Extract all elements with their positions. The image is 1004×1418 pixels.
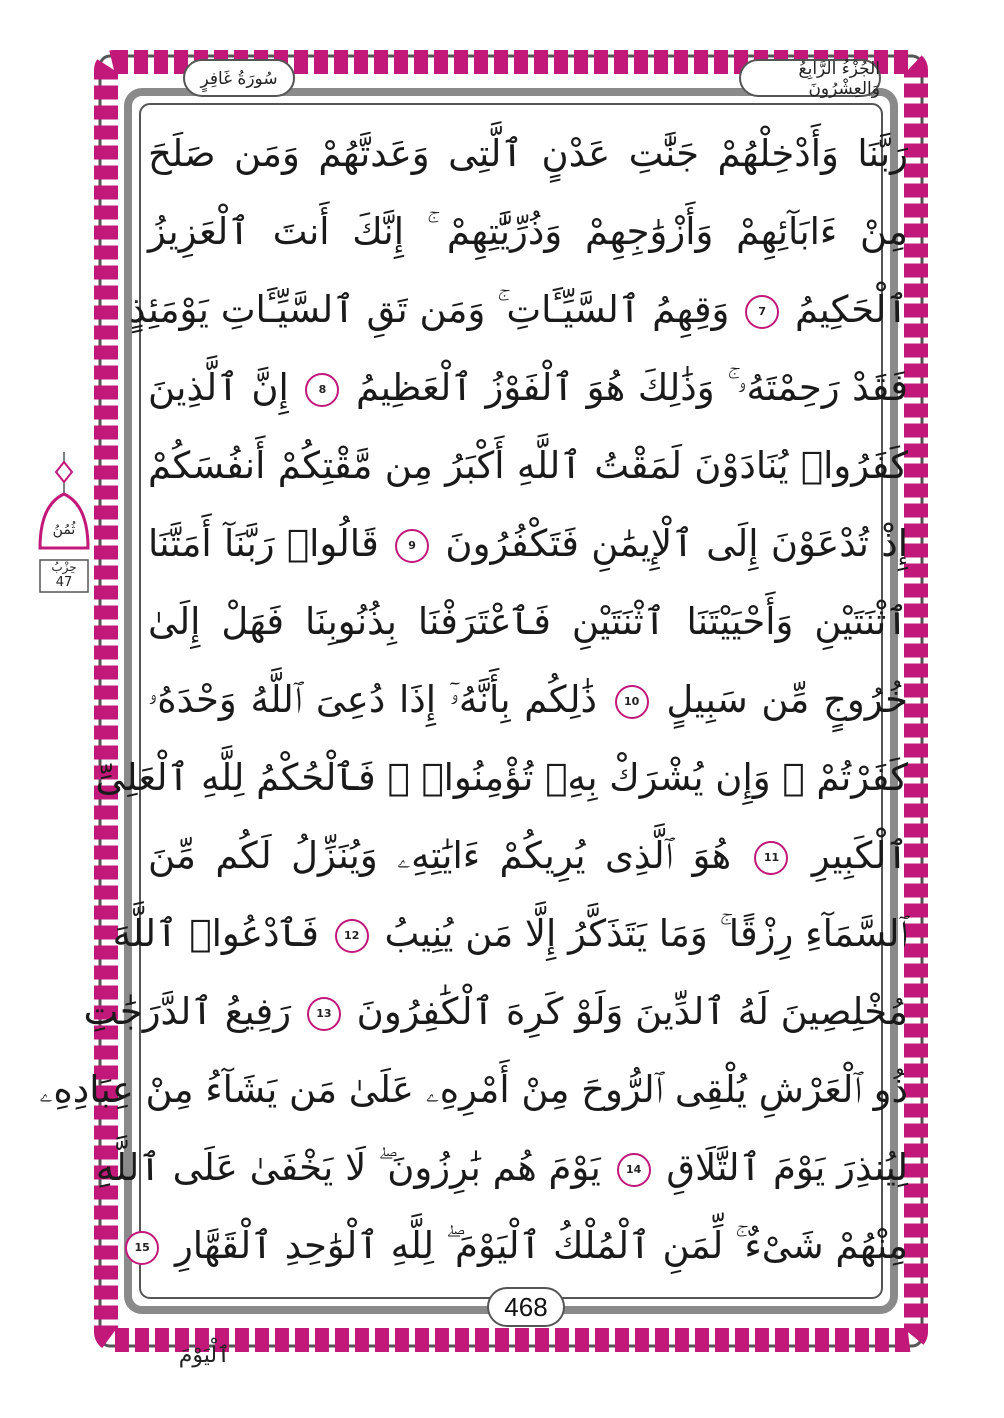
verse-line [95,738,908,818]
verse-line [148,114,908,194]
verse-text: ذُو ٱلْعَرْشِ يُلْقِى ٱلرُّوحَ مِنْ أَمْرِهِۦ عَلَىٰ مَن يَشَآءُ مِنْ عِبَادِهِۦ [39,1068,908,1111]
verse-text: إِذْ تُدْعَوْنَ إِلَى ٱلْإِيمَٰنِ فَتَكْفُرُونَ [445,522,909,565]
verse-text: فَقَدْ رَحِمْتَهُۥ ۚ وَذَٰلِكَ هُوَ ٱلْفَوْزُ ٱلْعَظِيمُ [355,366,908,409]
verse-line [148,816,908,896]
verse-text: كَفَرُوا۟ يُنَادَوْنَ لَمَقْتُ ٱللَّهِ أَكْبَرُ مِن مَّقْتِكُمْ أَنفُسَكُمْ [148,444,908,487]
verse-text: فَٱدْعُوا۟ ٱللَّهَ [112,912,319,955]
verse-line [112,894,908,974]
verse-line [134,1206,908,1286]
verse-line [83,972,908,1052]
verse-text: قَالُوا۟ رَبَّنَآ أَمَتَّنَا [148,522,379,565]
verse-text: وَقِهِمُ ٱلسَّيِّـَٔاتِ ۚ وَمَن تَقِ ٱلسَّيِّـَٔاتِ يَوْمَئِذٍ [129,288,730,331]
verse-text: هُوَ ٱلَّذِى يُرِيكُمْ ءَايَٰتِهِۦ وَيُنَزِّلُ لَكُم مِّنَ [148,834,732,877]
surah-label: سُورَةُ غَافِرٍ [200,69,278,89]
verse-line [148,426,908,506]
ayah-number-marker: 13 [307,997,341,1031]
verse-text: مِنْهُمْ شَىْءٌ ۚ لِّمَنِ ٱلْمُلْكُ ٱلْيَوْمَ ۖ لِلَّهِ ٱلْوَٰحِدِ ٱلْقَهَّارِ [174,1224,908,1267]
verse-text: ٱلْحَكِيمُ [794,288,908,331]
hizb-label: حِزْبُ [51,560,77,574]
ayah-number-marker: 15 [125,1231,159,1265]
verse-line [129,270,908,350]
verse-text: مِنْ ءَابَآئِهِمْ وَأَزْوَٰجِهِمْ وَذُرِّيَّٰتِهِمْ ۚ إِنَّكَ أَنتَ ٱلْعَزِيزُ [148,210,908,253]
verse-line [39,1050,908,1130]
hizb-number: 47 [55,575,73,590]
verse-text: خُرُوجٍ مِّن سَبِيلٍ [666,678,909,721]
verse-line [148,192,908,272]
verse-line [148,660,908,740]
verse-line [148,348,908,428]
ayah-number-marker: 10 [615,685,649,719]
verse-text: يَوْمَ هُم بَٰرِزُونَ ۖ لَا يَخْفَىٰ عَلَى ٱللَّهِ [95,1146,601,1189]
verse-line [95,1128,908,1208]
verse-text: ٱلسَّمَآءِ رِزْقًا ۚ وَمَا يَتَذَكَّرُ إِلَّا مَن يُنِيبُ [384,912,908,955]
ayah-number-marker: 9 [395,529,429,563]
hizb-quarter-label: ثُمُنُ [52,522,76,538]
verse-text: إِنَّ ٱلَّذِينَ [148,366,289,409]
ayah-number-marker: 8 [305,373,339,407]
verse-text: رَفِيعُ ٱلدَّرَجَٰتِ [83,990,292,1033]
verse-line [148,504,908,584]
ayah-number-marker: 7 [745,295,779,329]
ayah-number-marker: 11 [754,841,788,875]
ayah-number-marker: 14 [617,1153,651,1187]
page-number: 468 [504,1291,548,1322]
verse-text: ٱثْنَتَيْنِ وَأَحْيَيْتَنَا ٱثْنَتَيْنِ فَٱعْتَرَفْنَا بِذُنُوبِنَا فَهَلْ إِلَىٰ [148,600,908,643]
verse-text: لِيُنذِرَ يَوْمَ ٱلتَّلَاقِ [666,1146,908,1189]
verse-text: مُخْلِصِينَ لَهُ ٱلدِّينَ وَلَوْ كَرِهَ ٱلْكَٰفِرُونَ [356,990,908,1033]
verse-text: ٱلْكَبِيرِ [811,834,909,877]
catchword: ٱلْيَوْمَ [178,1343,230,1368]
verse-text: كَفَرْتُمْ ۖ وَإِن يُشْرَكْ بِهِۦ تُؤْمِنُوا۟ ۚ فَٱلْحُكْمُ لِلَّهِ ٱلْعَلِىِّ [95,756,908,799]
verse-text: ذَٰلِكُم بِأَنَّهُۥٓ إِذَا دُعِىَ ٱللَّهُ وَحْدَهُۥ [148,678,598,721]
verse-text: رَبَّنَا وَأَدْخِلْهُمْ جَنَّٰتِ عَدْنٍ ٱلَّتِى وَعَدتَّهُمْ وَمَن صَلَحَ [148,132,908,175]
ayah-number-marker: 12 [335,919,369,953]
juz-label: الجُزْءُ الرَّابِعُ وَالعِشْرُونَ [798,59,880,99]
verse-line [148,582,908,662]
